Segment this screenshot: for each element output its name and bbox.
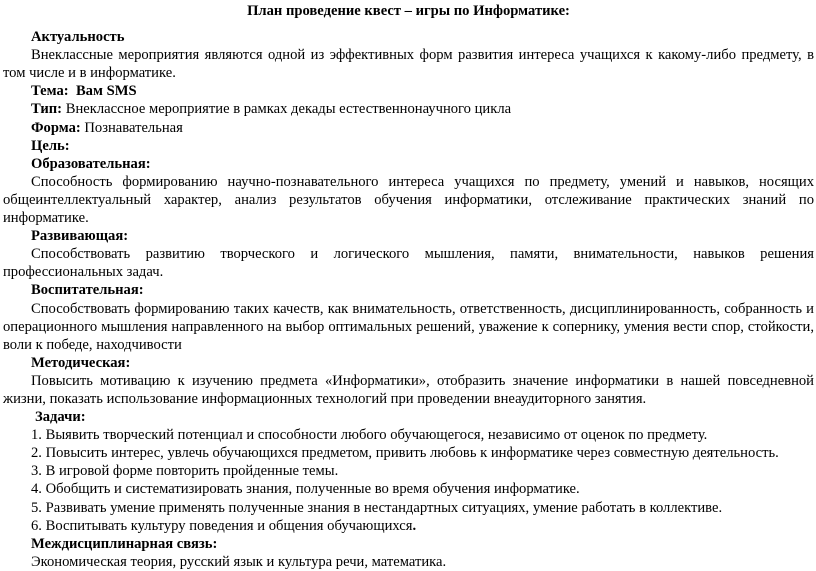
form-label: Форма: (31, 119, 81, 136)
type-line (3, 100, 814, 118)
upbringing-text: Способствовать формированию таких качеств, как внимательность, ответственность, дисциплинированность, собранность и операционного мышления направленного на выбор оптимальных решений, уважение к сопернику, умения вести спор, стойкости, воли к победе, находчивости (3, 300, 814, 353)
task-6-text: 6. Воспитывать культуру поведения и общения обучающихся (31, 517, 413, 534)
relevance-text: Внеклассные мероприятия являются одной из эффективных форм развития интереса учащихся к какому-либо предмету, в том числе и в информатике. (3, 47, 814, 82)
type-label: Тип: (31, 101, 63, 118)
topic-label: Тема: (31, 83, 69, 100)
educational-text: Способность формированию научно-познавательного интереса учащихся по предмету, умений и навыков, носящих общеинтеллектуальный характер, анализ результатов обучения информатики, отслеживание практических знаний по информатике. (3, 173, 814, 227)
developing-text: Способствовать развитию творческого и логического мышления, памяти, внимательности, навыков решения профессиональных задач. (3, 246, 814, 281)
topic-value: Вам SMS (75, 83, 137, 100)
task-item-6 (3, 517, 814, 535)
document-title: План проведение квест – игры по Информатике: (247, 3, 570, 19)
task-item: 3. В игровой форме повторить пройденные темы. (31, 463, 339, 480)
type-value: Внеклассное мероприятие в рамках декады естественнонаучного цикла (65, 101, 512, 118)
interdisciplinary-heading: Междисциплинарная связь: (31, 535, 218, 552)
interdisciplinary-text: Экономическая теория, русский язык и культура речи, математика. (31, 553, 447, 570)
task-item: 2. Повысить интерес, увлечь обучающихся предметом, привить любовь к информатике через совместную деятельность. (31, 445, 779, 462)
task-item: 4. Обобщить и систематизировать знания, полученные во время обучения информатике. (31, 481, 580, 498)
goal-heading: Цель: (31, 137, 70, 154)
developing-heading: Развивающая: (31, 228, 129, 245)
task-item: 1. Выявить творческий потенциал и способности любого обучающегося, независимо от оценок по предмету. (31, 427, 708, 444)
form-line (3, 119, 814, 137)
upbringing-heading: Воспитательная: (31, 282, 144, 299)
task-item: 5. Развивать умение применять полученные знания в нестандартных ситуациях, умение работать в коллективе. (31, 499, 723, 516)
relevance-heading: Актуальность (31, 29, 125, 46)
tasks-heading: Задачи: (35, 409, 86, 426)
form-value: Познавательная (84, 119, 183, 136)
task-6-end: . (412, 517, 417, 534)
educational-heading: Образовательная: (31, 155, 151, 172)
topic-line (3, 82, 814, 100)
methodical-heading: Методическая: (31, 354, 131, 371)
methodical-text: Повысить мотивацию к изучению предмета «Информатики», отобразить значение информатики в нашей повседневной жизни, показать использование информационных технологий при проведении внеаудиторного занятия. (3, 372, 814, 407)
